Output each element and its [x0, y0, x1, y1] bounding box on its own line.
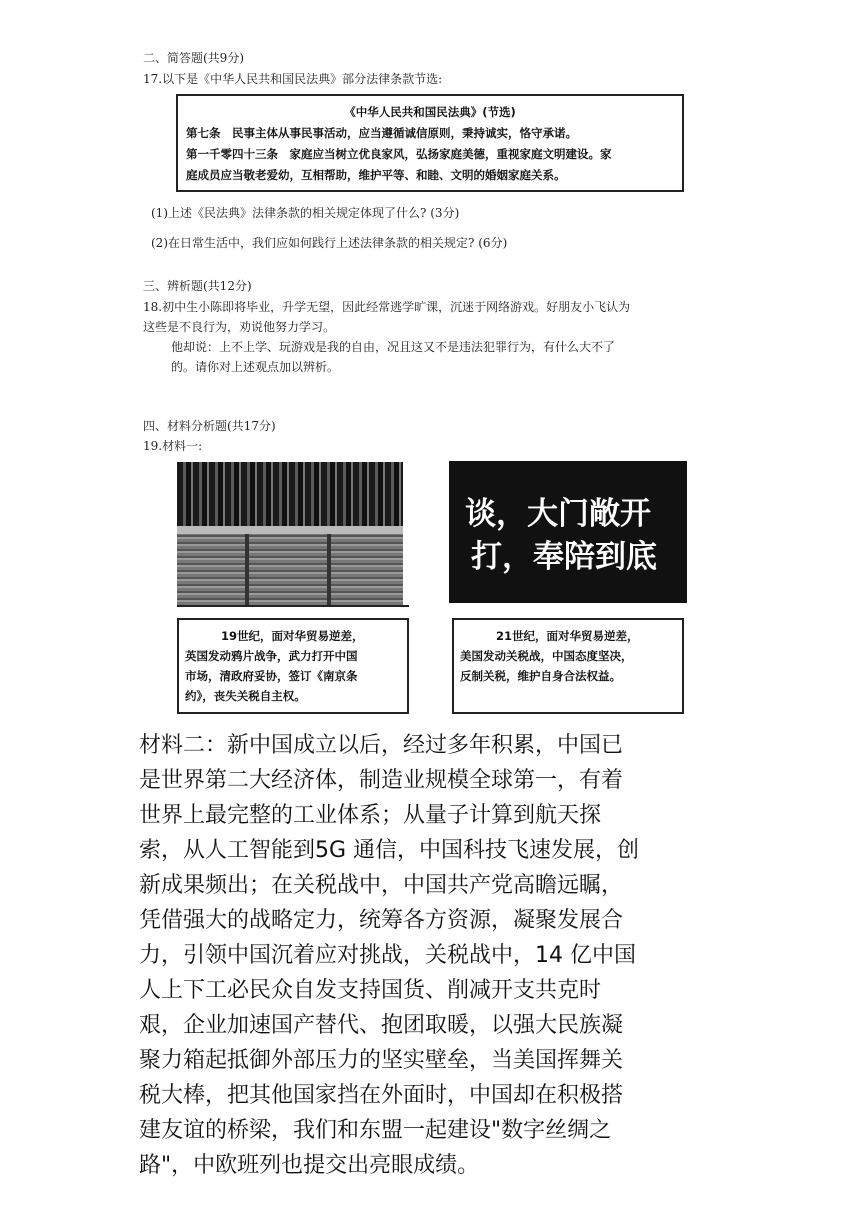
- photo-mast-right: [327, 534, 331, 605]
- law-excerpt-title: 《中华人民共和国民法典》(节选): [344, 105, 516, 119]
- q17-part1: (1)上述《民法典》法律条款的相关规定体现了什么? (3分): [151, 206, 460, 220]
- material2-line-6: 凭借强大的战略定力，统筹各方资源，凝聚发展合: [139, 908, 624, 933]
- tariff-poster: [449, 461, 687, 603]
- poster-line-1: 谈，大门敞开: [465, 496, 651, 532]
- caption-right-line-3: 反制关税，维护自身合法权益。: [460, 669, 621, 683]
- section3-title: 三、辨析题(共12分): [143, 279, 252, 293]
- caption-right-line-1: 21世纪，面对华贸易逆差，: [496, 629, 639, 643]
- section4-title: 四、材料分析题(共17分): [143, 419, 276, 433]
- caption-left-line-2: 英国发动鸦片战争，武力打开中国: [185, 649, 358, 663]
- material2-line-12: 建友谊的桥梁，我们和东盟一起建设"数字丝绸之: [139, 1118, 612, 1143]
- caption-left-line-4: 约》，丧失关税自主权。: [185, 689, 306, 703]
- q17-stem: 17.以下是《中华人民共和国民法典》部分法律条款节选:: [143, 72, 443, 86]
- law-line-2: 第一千零四十三条 家庭应当树立优良家风，弘扬家庭美德，重视家庭文明建设。家: [186, 147, 612, 161]
- material2-line-2: 是世界第二大经济体，制造业规模全球第一，有着: [139, 768, 624, 793]
- material2-line-9: 艰，企业加速国产替代、抱团取暖，以强大民族凝: [139, 1013, 624, 1038]
- photo-ship-area: [177, 534, 403, 605]
- photo-mast-left: [245, 534, 249, 605]
- q19-label: 19.材料一:: [143, 439, 203, 453]
- material2-line-7: 力，引领中国沉着应对挑战，关税战中，14 亿中国: [139, 943, 636, 968]
- q18-line-3: 他却说：上不上学、玩游戏是我的自由，况且这又不是违法犯罪行为，有什么大不了: [171, 340, 616, 354]
- caption-right-line-2: 美国发动关税战，中国态度坚决，: [460, 649, 633, 663]
- material2-line-8: 人上下工必民众自发支持国货、削减开支共克时: [139, 978, 602, 1003]
- law-line-1: 第七条 民事主体从事民事活动，应当遵循诚信原则，秉持诚实，恪守承诺。: [186, 126, 577, 140]
- poster-line-2: 打，奉陪到底: [471, 539, 657, 575]
- material2-line-11: 税大棒，把其他国家挡在外面时，中国却在积极搭: [139, 1083, 624, 1108]
- material2-line-1: 材料二：新中国成立以后，经过多年积累，中国已: [139, 733, 624, 758]
- material2-line-13: 路"，中欧班列也提交出亮眼成绩。: [139, 1153, 480, 1178]
- q18-line-1: 18.初中生小陈即将毕业，升学无望，因此经常逃学旷课，沉迷于网络游戏。好朋友小飞认为: [143, 300, 631, 314]
- q17-part2: (2)在日常生活中，我们应如何践行上述法律条款的相关规定? (6分): [151, 236, 508, 250]
- caption-left-line-1: 19世纪，面对华贸易逆差，: [221, 629, 364, 643]
- photo-crowd-area: [177, 462, 403, 526]
- q18-line-2: 这些是不良行为，劝说他努力学习。: [143, 320, 336, 334]
- law-excerpt-box: [176, 94, 684, 192]
- material2-line-10: 聚力箱起抵御外部压力的坚实壁垒，当美国挥舞关: [139, 1048, 624, 1073]
- photo-divider-band: [177, 526, 403, 534]
- caption-box-right: [452, 618, 684, 714]
- law-line-3: 庭成员应当敬老爱幼，互相帮助，维护平等、和睦、文明的婚姻家庭关系。: [186, 168, 566, 182]
- photo-underline: [177, 605, 409, 607]
- section2-title: 二、简答题(共9分): [143, 51, 244, 65]
- caption-box-left: [177, 618, 409, 714]
- material2-line-3: 世界上最完整的工业体系；从量子计算到航天探: [139, 803, 602, 828]
- opium-war-photo: [177, 462, 403, 605]
- material2-line-5: 新成果频出；在关税战中，中国共产党高瞻远瞩，: [139, 873, 624, 898]
- q18-line-4: 的。请你对上述观点加以辨析。: [171, 360, 340, 374]
- caption-left-line-3: 市场，清政府妥协，签订《南京条: [185, 669, 358, 683]
- material2-line-4: 索，从人工智能到5G 通信，中国科技飞速发展，创: [139, 838, 640, 863]
